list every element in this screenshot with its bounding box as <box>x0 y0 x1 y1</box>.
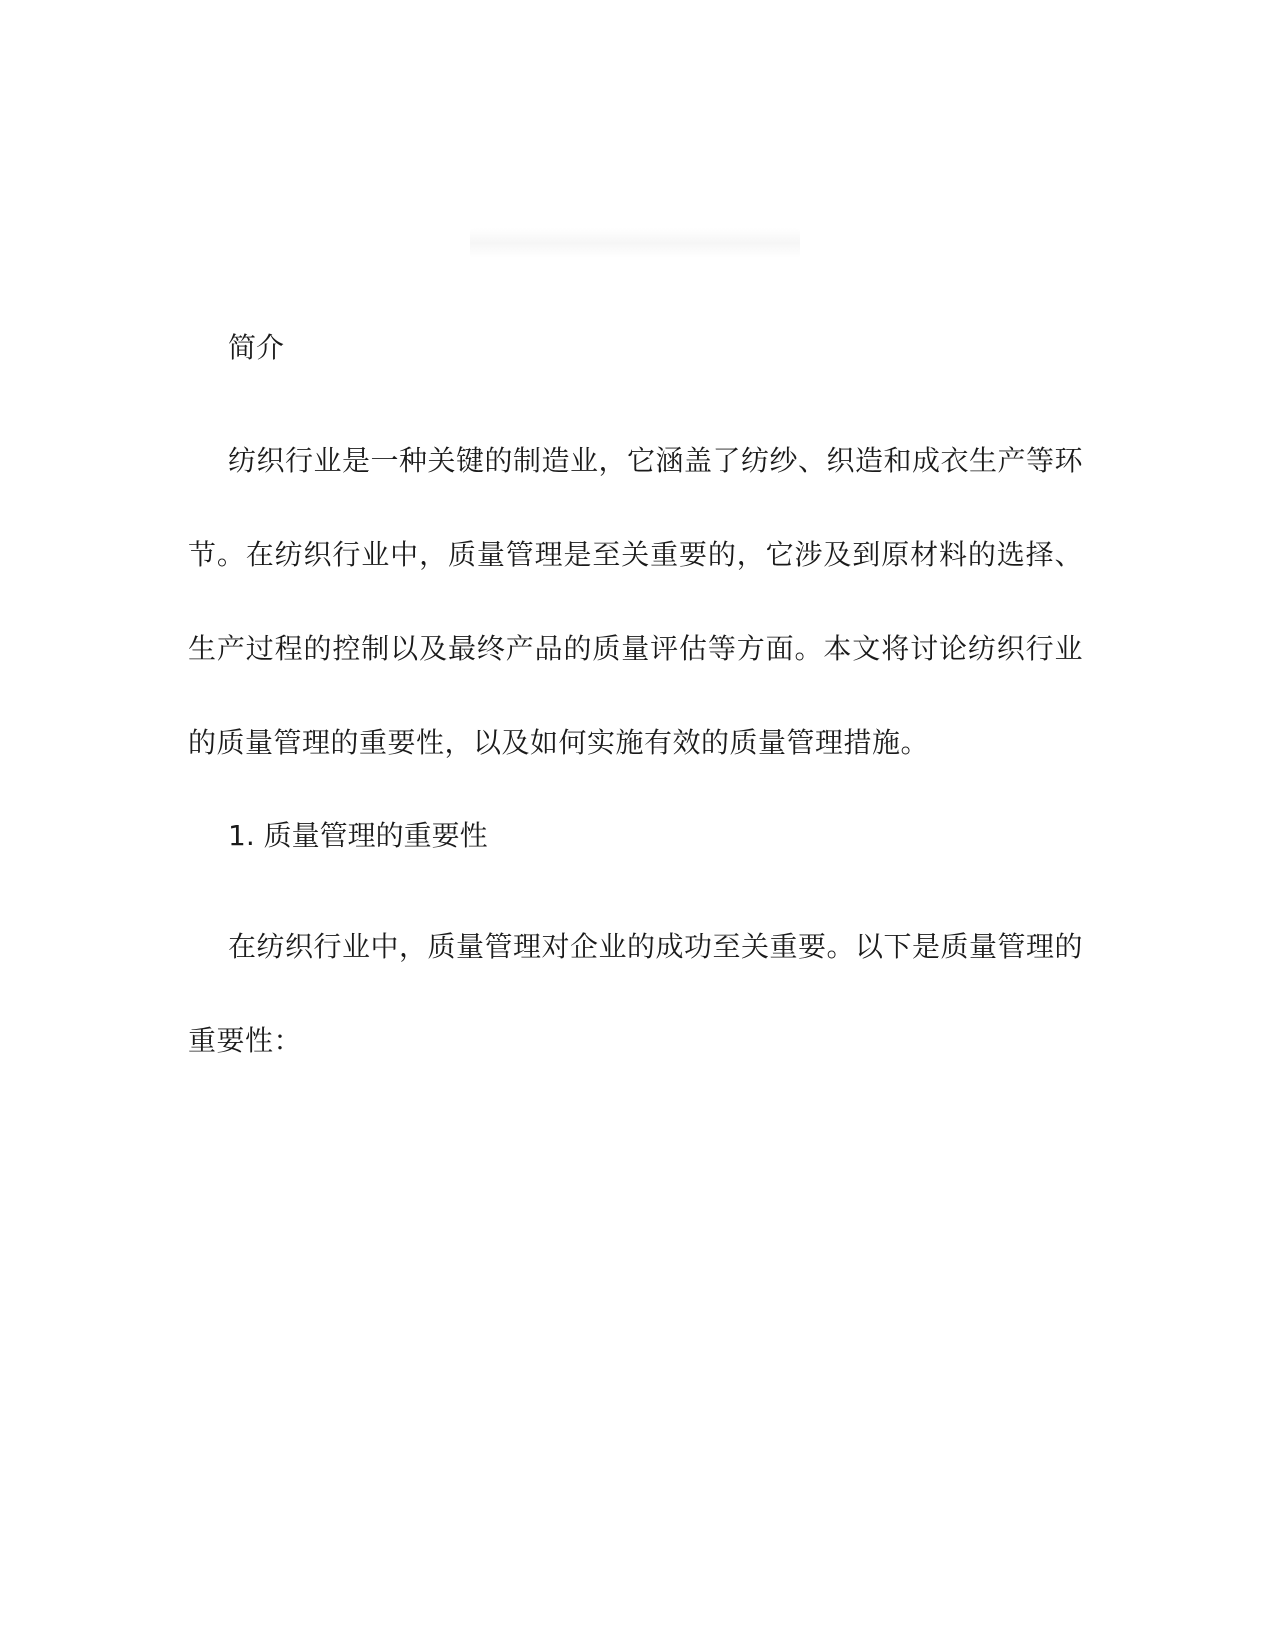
intro-paragraph: 纺织行业是一种关键的制造业，它涵盖了纺纱、织造和成衣生产等环节。在纺织行业中，质量管理是至关重要的，它涉及到原材料的选择、生产过程的控制以及最终产品的质量评估等方面。本文将讨论纺织行业的质量管理的重要性，以及如何实施有效的质量管理措施。 <box>188 444 1084 759</box>
document-body <box>188 320 1083 1088</box>
section-1-paragraph: 在纺织行业中，质量管理对企业的成功至关重要。以下是质量管理的重要性： <box>188 930 1084 1057</box>
intro-heading: 简介 <box>228 331 285 364</box>
faint-title-watermark <box>470 228 800 258</box>
section-1-heading: 1. 质量管理的重要性 <box>228 819 488 852</box>
